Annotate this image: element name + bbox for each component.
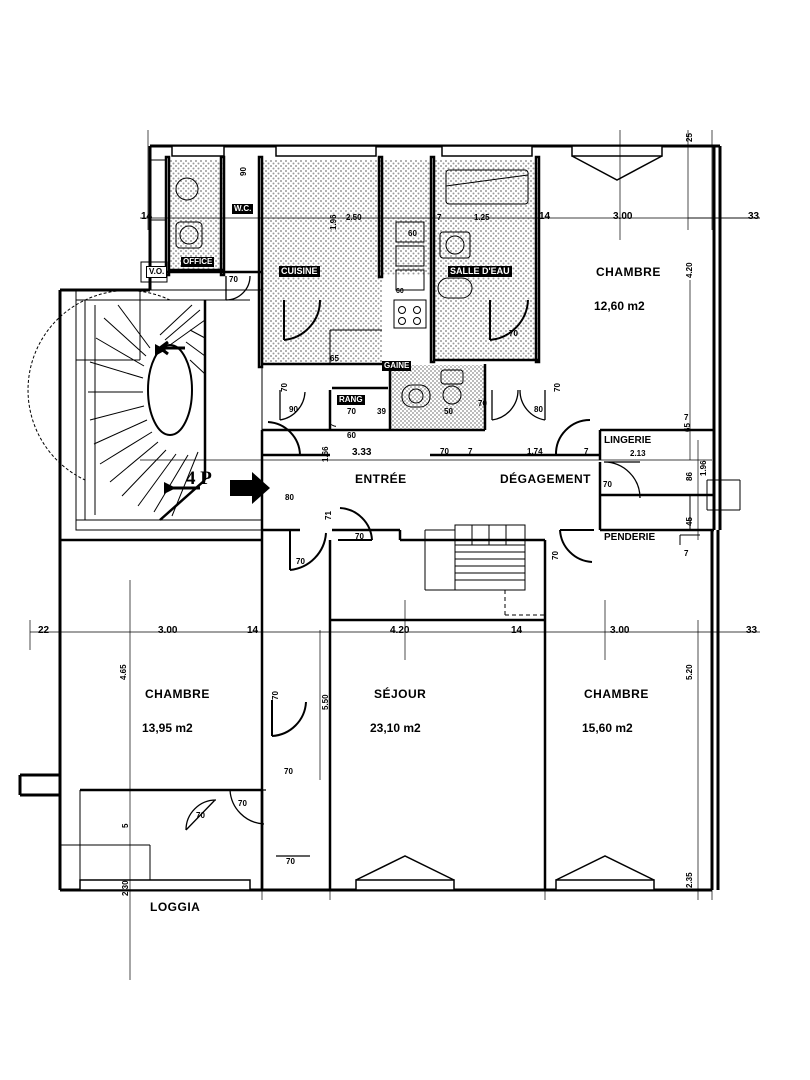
dim-wc-vert: 90 (239, 167, 248, 176)
dim-196: 1.96 (699, 460, 708, 476)
room-label-chambre-top: CHAMBRE (596, 265, 661, 279)
dim-39: 39 (377, 407, 386, 416)
dim-70-sejour: 70 (355, 532, 364, 541)
dim-70-chambre-l: 70 (296, 557, 305, 566)
dim-7-ling: 7 (684, 413, 689, 422)
room-label-wc: W.C. (234, 204, 252, 213)
dim-rang-small: 65 (330, 354, 339, 363)
dim-door-70-b: 70 (280, 383, 289, 392)
dim-14-bottomright: 14 (511, 625, 523, 636)
dim-70-bottom-b: 70 (238, 799, 247, 808)
dim-7-deg: 7 (584, 447, 589, 456)
parking-marker: 4 P (186, 468, 212, 489)
room-label-loggia: LOGGIA (150, 900, 201, 914)
dim-70-wc: 70 (478, 399, 487, 408)
dim-300-bottomleft: 3.00 (158, 625, 178, 636)
room-label-sejour: SÉJOUR (374, 687, 427, 701)
dim-14-bottomleft: 14 (247, 625, 259, 636)
dim-7-entry: 7 (468, 447, 473, 456)
dim-70-entry: 70 (440, 447, 449, 456)
room-label-cuisine: CUISINE (281, 266, 318, 276)
room-area-chambre-left: 13,95 m2 (142, 721, 193, 735)
dim-550: 5.50 (321, 694, 330, 710)
door-swings (186, 276, 640, 856)
room-label-penderie: PENDERIE (604, 532, 656, 543)
dim-420-right: 4.20 (685, 262, 694, 278)
dim-520: 5.20 (685, 664, 694, 680)
dim-33-top: 33 (748, 211, 760, 222)
room-label-chambre-left: CHAMBRE (145, 687, 210, 701)
dim-25-top: 25 (685, 133, 694, 142)
room-label-chambre-right: CHAMBRE (584, 687, 649, 701)
dim-door-90-a: 90 (289, 405, 298, 414)
dim-86: 86 (685, 472, 694, 481)
dim-50-wc: 50 (444, 407, 453, 416)
dim-14-topleft: 14 (141, 211, 153, 222)
dim-45: 45 (685, 517, 694, 526)
dim-70-bottom-d: 70 (286, 857, 295, 866)
dim-235: 2.35 (685, 872, 694, 888)
stairwell (28, 290, 270, 520)
dim-333: 3.33 (352, 447, 372, 458)
dim-70-salle: 70 (509, 329, 518, 338)
dim-7-pend: 7 (684, 549, 689, 558)
dim-door-70-a: 70 (229, 275, 238, 284)
dim-166: 1.66 (321, 446, 330, 462)
dim-174: 1.74 (527, 447, 543, 456)
room-area-sejour: 23,10 m2 (370, 721, 421, 735)
dim-33-bottom: 33 (746, 625, 758, 636)
room-label-rang: RANG (339, 395, 363, 404)
dim-cuisine-vert: 1.96 (329, 214, 338, 230)
room-label-degagement: DÉGAGEMENT (500, 472, 592, 486)
dim-300-top: 3.00 (613, 211, 633, 222)
dim-213: 2.13 (630, 449, 646, 458)
dim-125: 1.25 (474, 213, 490, 222)
dim-80-entree: 80 (285, 493, 294, 502)
room-label-salle-eau: SALLE D'EAU (450, 266, 510, 276)
room-area-chambre-top: 12,60 m2 (594, 299, 645, 313)
room-label-vo: V.O. (146, 266, 167, 278)
dim-70-rang: 70 (347, 407, 356, 416)
dim-70-deg: 70 (553, 383, 562, 392)
dim-70-bottom-a: 70 (284, 767, 293, 776)
dim-appliance-2: 60 (396, 288, 404, 295)
dim-70-bottom-e: 70 (271, 691, 280, 700)
dim-22-bottom: 22 (38, 625, 50, 636)
dim-250: 2.50 (346, 213, 362, 222)
dim-14-topmid: 14 (539, 211, 551, 222)
dim-70-chambre-r: 70 (551, 551, 560, 560)
room-label-entree: ENTRÉE (355, 472, 407, 486)
dim-125-label: 7 (437, 213, 442, 222)
dim-300-bottomright: 3.00 (610, 625, 630, 636)
dim-80-deg: 80 (534, 405, 543, 414)
room-label-office: OFFICE (183, 257, 213, 266)
room-label-gaine: GAINE (384, 361, 410, 370)
dim-5: 5 (121, 823, 130, 828)
dim-230: 2.30 (121, 880, 130, 896)
dim-420-bottom: 4.20 (390, 625, 410, 636)
dim-60-rang: 60 (347, 431, 356, 440)
dim-7-rang: 7 (329, 423, 338, 428)
dim-70-bottom-c: 70 (196, 811, 205, 820)
room-label-lingerie: LINGERIE (604, 435, 652, 446)
room-area-chambre-right: 15,60 m2 (582, 721, 633, 735)
dim-70-ling: 70 (603, 480, 612, 489)
dim-71: 71 (324, 511, 333, 520)
dim-appliance: 60 (408, 229, 417, 238)
dim-65-ling: 65 (683, 423, 692, 432)
dim-465: 4.65 (119, 664, 128, 680)
